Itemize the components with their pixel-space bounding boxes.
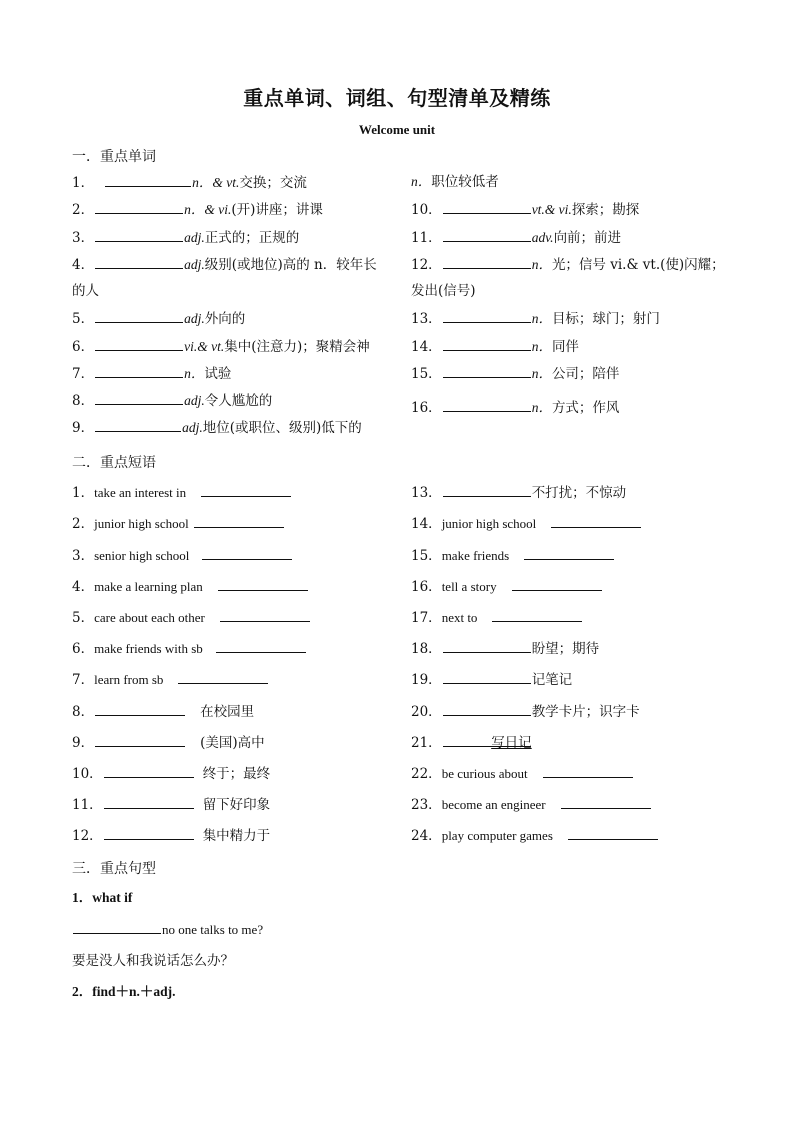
phrase-item-12 (72, 825, 270, 845)
item-number: 11． (72, 797, 103, 813)
item-number: 9． (72, 735, 95, 751)
part-of-speech: n．& vt. (192, 175, 240, 190)
item-number: 23． (411, 797, 442, 813)
word-item-10 (411, 199, 639, 219)
item-number: 10． (411, 202, 442, 218)
item-number: 5． (72, 311, 95, 327)
phrase-text: 盼望；期待 (531, 641, 600, 657)
phrase-item-24 (411, 825, 659, 845)
word-item-15 (411, 363, 619, 383)
item-number: 15． (411, 548, 442, 564)
page-title: 重点单词、词组、句型清单及精练 (243, 86, 551, 110)
word-meaning: 公司；陪伴 (551, 366, 620, 382)
phrase-text: be curious about (441, 766, 528, 781)
sentence-pattern-1-label: 1．what if (72, 890, 133, 905)
phrase-item-23 (411, 794, 652, 814)
answer-blank[interactable] (104, 763, 194, 778)
item-number: 24． (411, 828, 442, 844)
answer-blank[interactable] (443, 397, 531, 412)
word-item-2 (72, 199, 323, 219)
phrase-text: play computer games (441, 828, 553, 843)
phrase-text: 在校园里 (200, 704, 255, 720)
phrase-text: make friends (441, 548, 510, 563)
part-of-speech: n．& vi. (184, 202, 232, 217)
answer-blank[interactable] (95, 227, 183, 242)
answer-blank[interactable] (178, 669, 268, 684)
word-meaning: 交换；交流 (239, 175, 307, 191)
part-of-speech: adj. (182, 420, 203, 435)
phrase-text: 记笔记 (531, 672, 573, 688)
phrase-item-11 (72, 794, 270, 814)
answer-blank[interactable] (551, 513, 641, 528)
phrase-item-3 (72, 545, 293, 565)
item-number: 17． (411, 610, 442, 626)
part-of-speech: n． (531, 400, 552, 415)
phrase-item-1 (72, 482, 292, 502)
word-meaning: (开)讲座；讲课 (231, 202, 323, 218)
phrase-text: 终于；最终 (202, 766, 271, 782)
sentence-pattern-1-english (72, 919, 263, 939)
answer-blank[interactable] (443, 638, 531, 653)
word-meaning: 级别(或地位)高的 n．较年长 (204, 257, 377, 273)
item-number: 8． (72, 704, 95, 720)
item-number: 15． (411, 366, 442, 382)
part-of-speech: adj. (184, 311, 205, 326)
phrase-item-7 (72, 669, 269, 689)
word-item-9 (72, 417, 362, 437)
answer-blank[interactable] (95, 199, 183, 214)
answer-blank[interactable] (194, 513, 284, 528)
item-number: 14． (411, 339, 442, 355)
item-number: 7． (72, 672, 95, 688)
phrase-text: junior high school (94, 516, 189, 531)
word-meaning: 集中(注意力)；聚精会神 (224, 339, 370, 355)
part-of-speech: n． (531, 366, 552, 381)
item-number: 20． (411, 704, 442, 720)
part-of-speech: adv. (531, 230, 554, 245)
word-item-4 (72, 254, 377, 274)
item-number: 12． (411, 257, 442, 273)
phrase-item-9 (72, 732, 265, 752)
sentence-pattern-2-label: 2．find＋n.＋adj. (72, 984, 176, 999)
item-number: 6． (72, 641, 95, 657)
phrase-text: learn from sb (94, 672, 164, 687)
word-meaning: 地位(或职位、级别)低下的 (202, 420, 362, 436)
item-number: 13． (411, 311, 442, 327)
answer-blank[interactable] (95, 363, 183, 378)
section-heading-sentences: 三．重点句型 (72, 861, 156, 877)
answer-blank[interactable] (104, 825, 194, 840)
word-meaning: 同伴 (551, 339, 579, 355)
word-item-12 (411, 254, 725, 274)
item-number: 16． (411, 579, 442, 595)
word-meaning: 探索；勘探 (571, 202, 640, 218)
phrase-text: junior high school (441, 516, 537, 531)
word-item-13 (411, 308, 660, 328)
phrase-text: tell a story (441, 579, 497, 594)
phrase-text: 不打扰；不惊动 (531, 485, 627, 501)
part-of-speech: n． (411, 174, 432, 189)
answer-blank[interactable] (73, 919, 161, 934)
word-meaning: 发出(信号) (411, 283, 476, 299)
answer-blank[interactable] (443, 308, 531, 323)
item-number: 1． (72, 175, 95, 191)
phrase-text: 写日记 (491, 735, 532, 751)
phrase-item-6 (72, 638, 307, 658)
item-number: 18． (411, 641, 442, 657)
word-meaning: 方式；作风 (551, 400, 620, 416)
phrase-text: 教学卡片；识字卡 (531, 704, 640, 720)
phrase-text: become an engineer (441, 797, 546, 812)
phrase-text: make friends with sb (94, 641, 203, 656)
word-meaning: 目标；球门；射门 (551, 311, 660, 327)
word-item-6 (72, 336, 370, 356)
answer-blank[interactable] (95, 417, 181, 432)
phrase-item-15 (411, 545, 615, 565)
item-number: 21． (411, 735, 442, 751)
answer-blank[interactable] (104, 794, 194, 809)
word-item-16 (411, 397, 619, 417)
item-number: 2． (72, 202, 95, 218)
phrase-item-20 (411, 701, 640, 721)
answer-blank[interactable] (95, 732, 185, 747)
item-number: 3． (72, 230, 95, 246)
answer-blank[interactable] (201, 482, 291, 497)
item-number: 4． (72, 579, 95, 595)
answer-blank[interactable] (443, 363, 531, 378)
item-number: 16． (411, 400, 442, 416)
phrase-item-17 (411, 607, 583, 627)
part-of-speech: vt.& vi. (531, 202, 572, 217)
part-of-speech: n． (531, 339, 552, 354)
item-number: 12． (72, 828, 103, 844)
phrase-item-5 (72, 607, 311, 627)
phrase-text: take an interest in (94, 485, 187, 500)
item-number: 11． (411, 230, 442, 246)
sentence-text: no one talks to me? (162, 922, 264, 937)
part-of-speech: adj. (184, 393, 205, 408)
sentence-pattern-1-chinese: 要是没人和我说话怎么办？ (72, 953, 234, 969)
word-meaning: 的人 (72, 283, 99, 299)
part-of-speech: n． (531, 311, 552, 326)
word-item-9-continued (411, 172, 499, 192)
word-item-12-continued (411, 281, 476, 301)
part-of-speech: n． (531, 257, 552, 272)
item-number: 6． (72, 339, 95, 355)
part-of-speech: adj. (184, 257, 205, 272)
word-meaning: 令人尴尬的 (204, 393, 273, 409)
phrase-item-8 (72, 701, 254, 721)
phrase-item-4 (72, 576, 309, 596)
word-meaning: 外向的 (204, 311, 246, 327)
phrase-text: make a learning plan (94, 579, 203, 594)
answer-blank[interactable] (561, 794, 651, 809)
answer-blank[interactable] (443, 482, 531, 497)
answer-blank[interactable] (443, 254, 531, 269)
item-number: 9． (72, 420, 95, 436)
item-number: 2． (72, 516, 95, 532)
answer-blank[interactable] (443, 669, 531, 684)
answer-blank[interactable] (216, 638, 306, 653)
part-of-speech: vi.& vt. (184, 339, 225, 354)
phrase-text: (美国)高中 (200, 735, 265, 751)
word-item-4-continued (72, 281, 99, 301)
item-number: 13． (411, 485, 442, 501)
unit-subtitle: Welcome unit (358, 122, 436, 137)
answer-blank[interactable] (512, 576, 602, 591)
answer-blank[interactable] (95, 701, 185, 716)
answer-blank[interactable] (568, 825, 658, 840)
section-heading-phrases: 二．重点短语 (72, 455, 156, 471)
word-item-8 (72, 390, 272, 410)
item-number: 4． (72, 257, 95, 273)
phrase-text: care about each other (94, 610, 205, 625)
item-number: 14． (411, 516, 442, 532)
phrase-item-10 (72, 763, 270, 783)
word-meaning: 职位较低者 (431, 174, 499, 190)
answer-blank[interactable] (524, 545, 614, 560)
item-number: 5． (72, 610, 95, 626)
answer-blank[interactable] (95, 390, 183, 405)
item-number: 1． (72, 485, 95, 501)
answer-blank[interactable] (95, 308, 183, 323)
phrase-item-2 (72, 513, 285, 533)
item-number: 7． (72, 366, 95, 382)
word-item-7 (72, 363, 231, 383)
answer-blank[interactable] (202, 545, 292, 560)
part-of-speech: adj. (184, 230, 205, 245)
answer-blank[interactable] (220, 607, 310, 622)
phrase-text: senior high school (94, 548, 190, 563)
phrase-item-18 (411, 638, 599, 658)
item-number: 22． (411, 766, 442, 782)
answer-blank[interactable] (492, 607, 582, 622)
phrase-text: 集中精力于 (202, 828, 271, 844)
answer-blank[interactable] (443, 701, 531, 716)
item-number: 8． (72, 393, 95, 409)
phrase-item-13 (411, 482, 626, 502)
phrase-item-19 (411, 669, 572, 689)
answer-blank[interactable] (218, 576, 308, 591)
word-meaning: 正式的；正规的 (204, 230, 300, 246)
answer-blank[interactable] (443, 336, 531, 351)
word-item-11 (411, 227, 621, 247)
answer-blank[interactable] (443, 199, 531, 214)
word-meaning: 光；信号 vi.& vt.(使)闪耀； (551, 257, 725, 273)
answer-blank[interactable] (543, 763, 633, 778)
phrase-text: 留下好印象 (202, 797, 271, 813)
item-number: 3． (72, 548, 95, 564)
item-number: 10． (72, 766, 103, 782)
word-item-1 (72, 172, 307, 192)
answer-blank[interactable] (443, 227, 531, 242)
phrase-item-21 (411, 732, 532, 752)
phrase-item-22 (411, 763, 634, 783)
phrase-text: next to (441, 610, 478, 625)
word-meaning: 向前；前进 (553, 230, 622, 246)
part-of-speech: n． (184, 366, 205, 381)
answer-blank[interactable] (95, 254, 183, 269)
word-item-5 (72, 308, 245, 328)
phrase-item-14 (411, 513, 642, 533)
phrase-item-16 (411, 576, 603, 596)
answer-blank[interactable] (105, 172, 191, 187)
answer-blank[interactable] (95, 336, 183, 351)
word-item-14 (411, 336, 579, 356)
section-heading-words: 一．重点单词 (72, 149, 156, 165)
item-number: 19． (411, 672, 442, 688)
word-item-3 (72, 227, 299, 247)
word-meaning: 试验 (204, 366, 232, 382)
